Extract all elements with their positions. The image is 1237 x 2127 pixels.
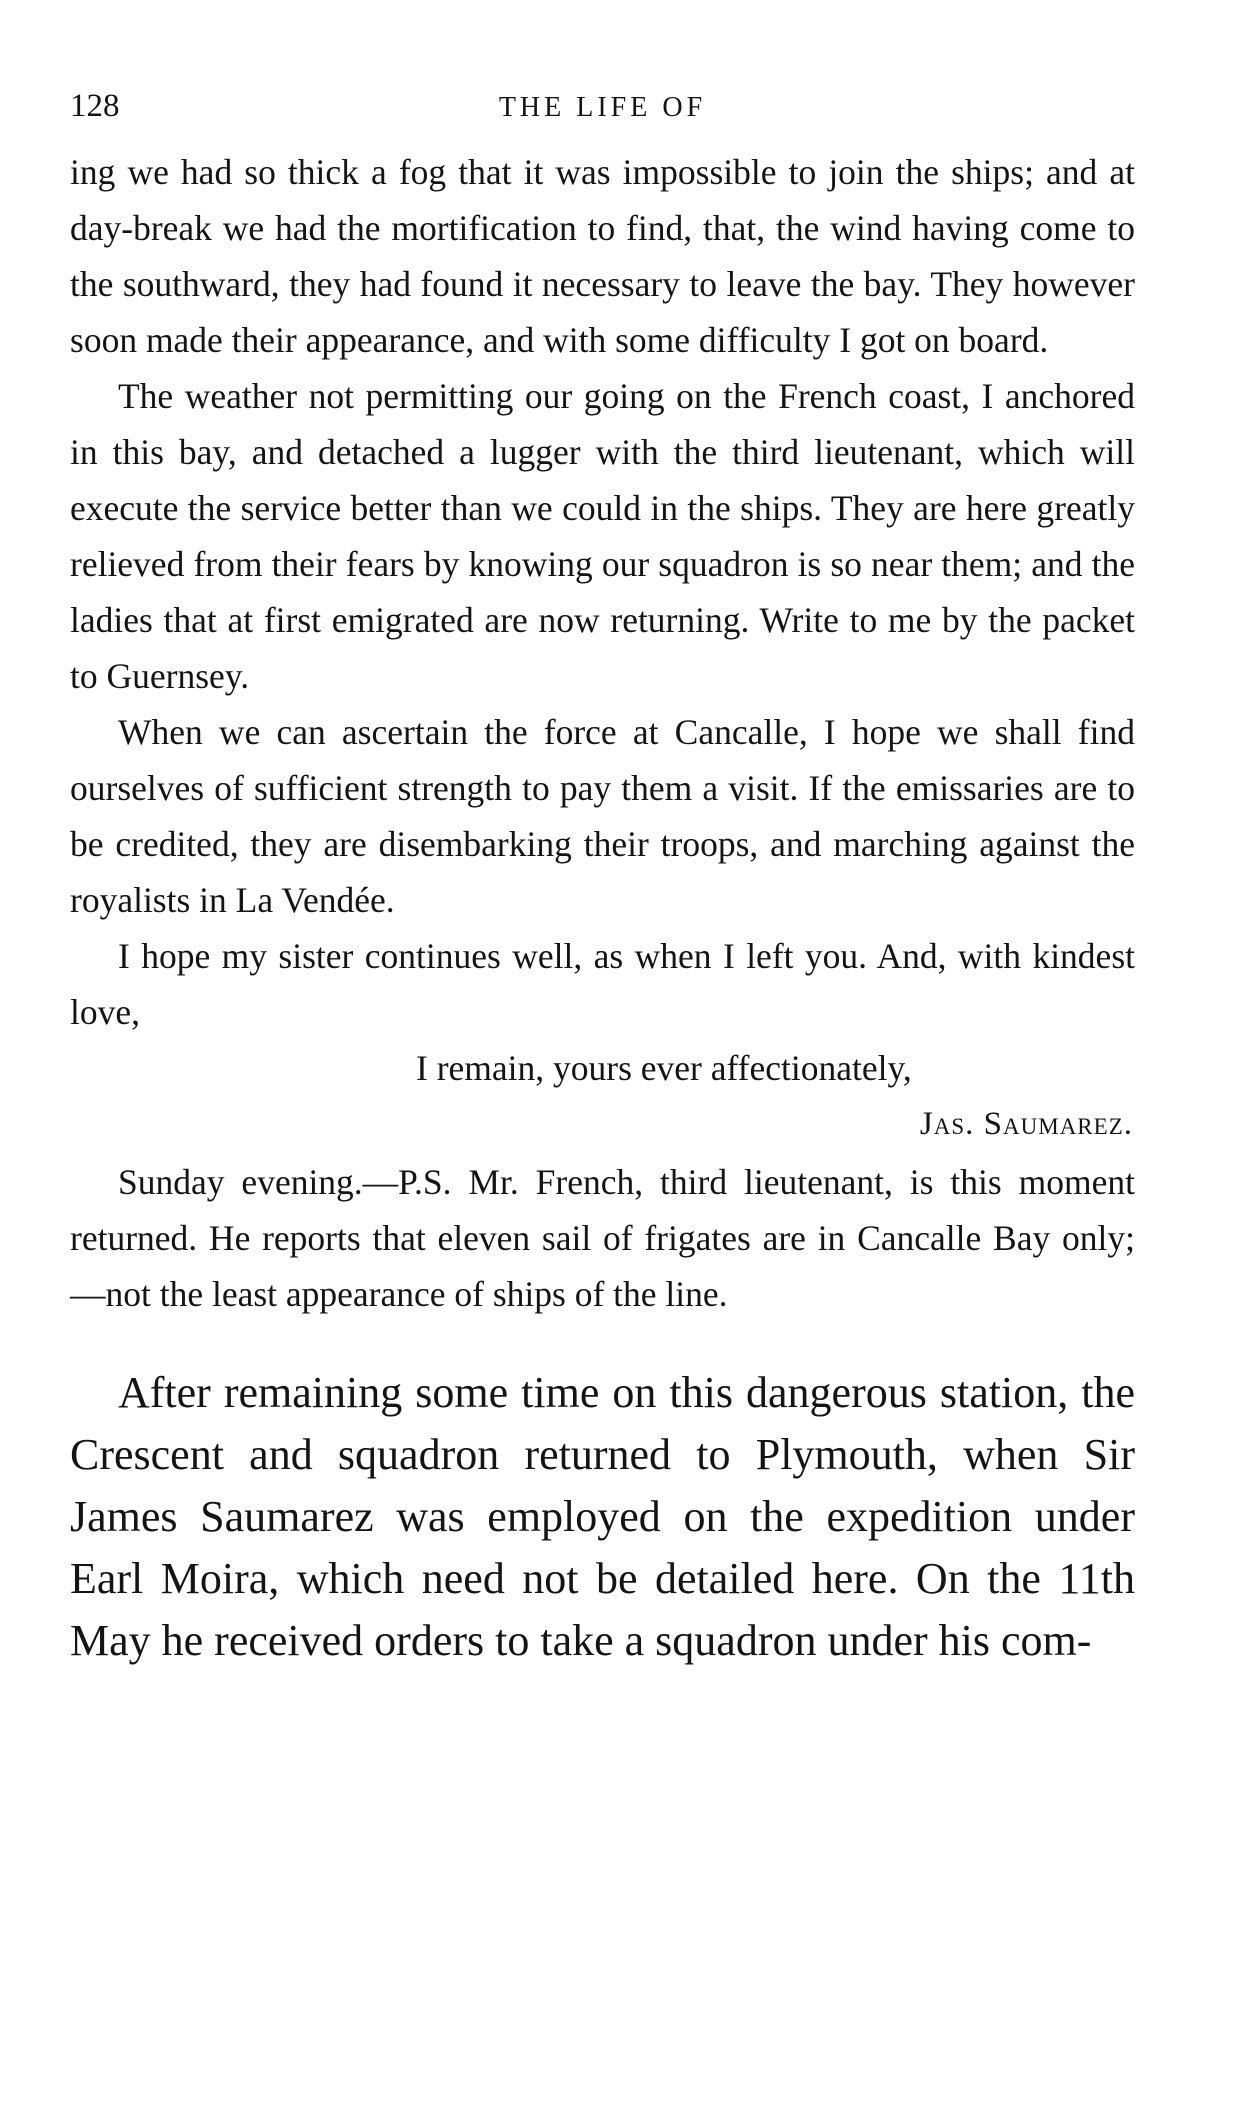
letter-paragraph: I hope my sister continues well, as when I left you. And, with kindest love, — [70, 936, 1135, 1032]
signature-text: Jas. Saumarez. — [919, 1106, 1133, 1142]
letter-paragraph: The weather not permitting our going on the French coast, I anchored in this bay, and detached a lugger with the third lieutenant, which will execute the service better than we could in the ships. They are here greatly relieved from their fears by knowing our squadron is so near them; and the ladies that at first emigrated are now returning. Write to me by the packet to Guernsey. — [70, 376, 1135, 696]
letter-signature — [70, 1096, 1135, 1154]
narrative-text — [70, 1362, 1135, 1672]
running-head: THE LIFE OF — [498, 92, 707, 123]
letter-paragraph: When we can ascertain the force at Cancalle, I hope we shall find ourselves of sufficient strength to pay them a visit. If the emissaries are to be credited, they are disembarking their troops, and marching against the royalists in La Vendée. — [70, 712, 1135, 920]
page-header — [70, 88, 1135, 144]
letter-closing: I remain, yours ever affectionately, — [416, 1048, 912, 1088]
letter-body — [70, 144, 1135, 1322]
book-page — [70, 88, 1135, 1672]
page-number: 128 — [70, 88, 120, 124]
letter-postscript: Sunday evening.—P.S. Mr. French, third lieutenant, is this moment returned. He reports that eleven sail of frigates are in Cancalle Bay only;—not the least appearance of ships of the line. — [70, 1162, 1135, 1314]
letter-paragraph: ing we had so thick a fog that it was impossible to join the ships; and at day-break we had the mortification to find, that, the wind having come to the southward, they had found it necessary to leave the bay. They however soon made their appearance, and with some difficulty I got on board. — [70, 152, 1135, 360]
narrative-paragraph: After remaining some time on this dangerous station, the Crescent and squadron returned to Plymouth, when Sir James Saumarez was employed on the expedition under Earl Moira, which need not be detailed here. On the 11th May he received orders to take a squadron under his com- — [70, 1368, 1135, 1665]
